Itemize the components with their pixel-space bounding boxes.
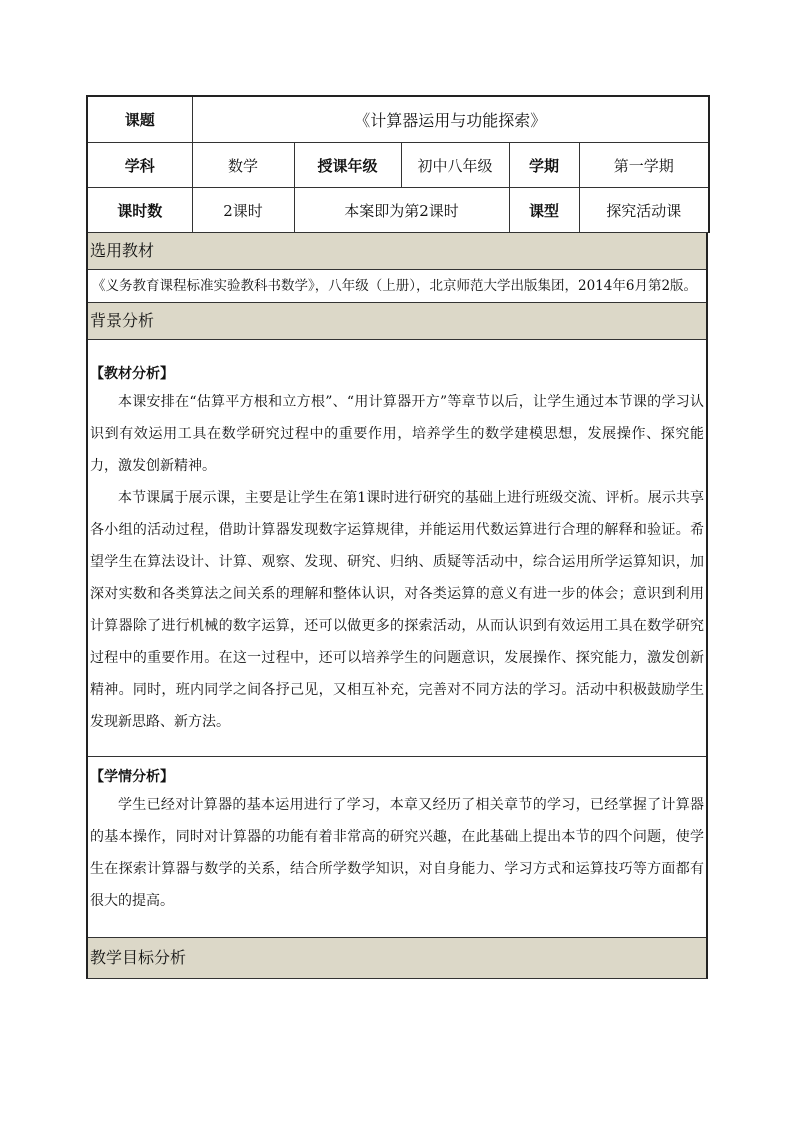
student-paragraph: 学生已经对计算器的基本运用进行了学习，本章又经历了相关章节的学习，已经掌握了计算器的基本操作，同时对计算器的功能有着非常高的研究兴趣，在此基础上提出本节的四个问题，使学生在探索计算器与数学的关系，结合所学数学知识，对自身能力、学习方式和运算技巧等方面都有很大的提高。 <box>90 797 704 909</box>
background-heading: 背景分析 <box>88 302 706 340</box>
lesson-type-value: 探究活动课 <box>579 188 709 233</box>
grade-label: 授课年级 <box>294 143 401 188</box>
term-label: 学期 <box>509 143 579 188</box>
lesson-number-value: 本案即为第2课时 <box>294 188 509 233</box>
grade-value: 初中八年级 <box>401 143 509 188</box>
topic-value: 《计算器运用与功能探索》 <box>192 96 709 143</box>
material-paragraph: 本节课属于展示课，主要是让学生在第1课时进行研究的基础上进行班级交流、评析。展示共享各小组的活动过程，借助计算器发现数字运算规律，并能运用代数运算进行合理的解释和验证。希望学生在算法设计、计算、观察、发现、研究、归纳、质疑等活动中，综合运用所学运算知识，加深对实数和各类算法之间关系的理解和整体认识，对各类运算的意义有进一步的体会；意识到利用计算器除了进行机械的数字运算，还可以做更多的探索活动，从而认识到有效运用工具在数学研究过程中的重要作用。在这一过程中，还可以培养学生的问题意识，发展操作、探究能力，激发创新精神。同时，班内同学之间各抒己见，又相互补充，完善对不同方法的学习。活动中积极鼓励学生发现新思路、新方法。 <box>90 490 704 730</box>
student-analysis-section <box>88 756 706 937</box>
hours-value: 2课时 <box>192 188 294 233</box>
lesson-info-table <box>86 95 710 233</box>
lesson-type-label: 课型 <box>509 188 579 233</box>
textbook-text: 《义务教育课程标准实验教科书数学》，八年级（上册），北京师范大学出版集团，2014年6月第2版。 <box>92 278 698 294</box>
term-value: 第一学期 <box>579 143 709 188</box>
student-analysis-title: 【学情分析】 <box>90 769 174 785</box>
content-frame <box>86 233 708 979</box>
hours-label: 课时数 <box>87 188 192 233</box>
subject-row <box>87 143 709 188</box>
lesson-plan-page <box>86 95 708 979</box>
subject-label: 学科 <box>87 143 192 188</box>
hours-row <box>87 188 709 233</box>
material-paragraph: 本课安排在“估算平方根和立方根”、“用计算器开方”等章节以后，让学生通过本节课的学习认识到有效运用工具在数学研究过程中的重要作用，培养学生的数学建模思想，发展操作、探究能力，激发创新精神。 <box>90 394 704 474</box>
material-analysis-title: 【教材分析】 <box>90 366 174 382</box>
material-analysis-section <box>88 340 706 756</box>
textbook-heading: 选用教材 <box>88 233 706 270</box>
topic-row <box>87 96 709 143</box>
objectives-heading: 教学目标分析 <box>88 937 706 978</box>
subject-value: 数学 <box>192 143 294 188</box>
topic-label: 课题 <box>87 96 192 143</box>
